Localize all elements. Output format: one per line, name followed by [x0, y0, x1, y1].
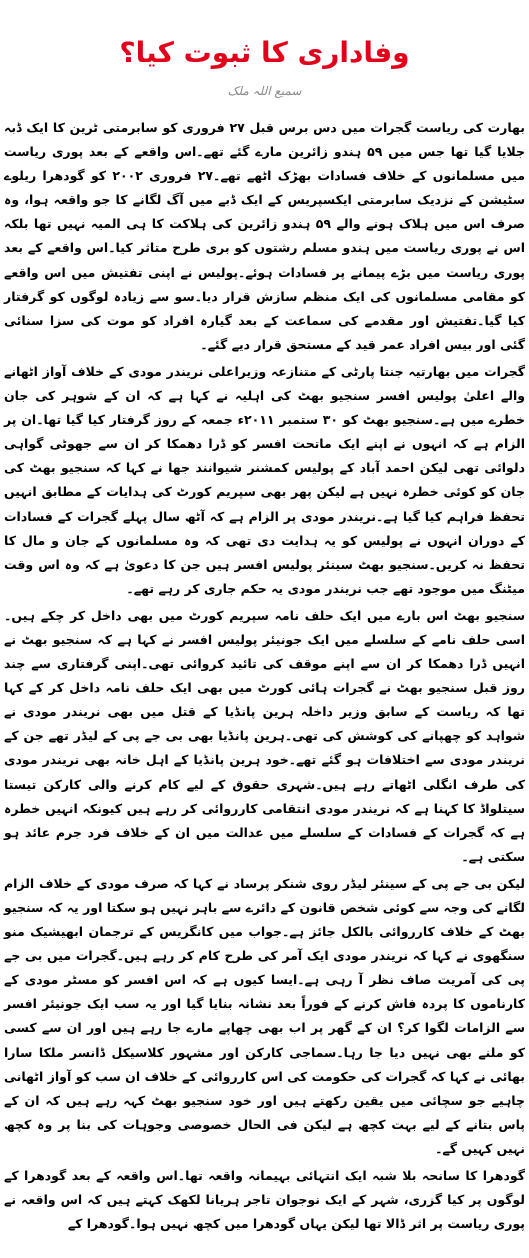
article-body: [4, 116, 525, 1239]
article-paragraph: بھارت کی ریاست گجرات میں دس برس قبل ۲۷ فروری کو سابرمتی ٹرین کا ایک ڈبہ جلایا گیا تھا جس میں ۵۹ ہندو زائرین مارے گئے تھے۔اس واقعے کے بعد پوری ریاست میں مسلمانوں کے خلاف فسادات بھڑک اٹھے تھے۔۲۷ فروری ۲۰۰۲ کو گودھرا ریلوے سٹیشن کے نزدیک سابرمتی ایکسپریس کے ایک ڈبے میں آگ لگانے کا جو واقعہ ہوا، وہ صرف اس میں ہلاک ہونے والے ۵۹ ہندو زائرین کی ہلاکت کا ہی المیہ نہیں تھا بلکہ اس نے پوری ریاست میں ہندو مسلم رشتوں کو بری طرح متاثر کیا۔اس واقعے کے بعد پوری ریاست میں بڑے پیمانے پر فسادات ہوئے۔پولیس نے اپنی تفتیش میں اس واقعے کو مقامی مسلمانوں کی ایک منظم سازش قرار دیا۔سو سے زیادہ لوگوں کو گرفتار کیا گیا۔تفتیش اور مقدمے کی سماعت کے بعد گیارہ افراد کو موت کی سزا سنائی گئی اور بیس افراد عمر قید کے مستحق قرار دیے گئے۔: [4, 120, 526, 352]
article-paragraph: لیکن بی جے پی کے سینئر لیڈر روی شنکر پرساد نے کہا کہ صرف مودی کے خلاف الزام لگانے کی وجہ سے کوئی شخص قانون کے دائرے سے باہر نہیں ہو سکتا اور یہ کہ سنجیو بھٹ کے خلاف کارروائی بالکل جائز ہے۔جواب میں کانگریس کے ترجمان ابھیشیک منو سنگھوی نے کہا کہ نریندر مودی ایک آمر کی طرح کام کر رہے ہیں۔گجرات میں بی جے پی کی آمریت صاف نظر آ رہی ہے۔ایسا کیوں ہے کہ اس افسر کو مسٹر مودی کے کارناموں کا پردہ فاش کرنے کے فوراً بعد نشانہ بنایا گیا اور یہ سب ایک جونیئر افسر سے الزامات لگوا کر؟ ان کے گھر پر اب بھی چھاپے مارے جا رہے ہیں اور ان سے کسی کو ملنے بھی نہیں دیا جا رہا۔سماجی کارکن اور مشہور کلاسیکل ڈانسر ملکا سارا بھائی نے کہا کہ گجرات کی حکومت کی اس کارروائی کے خلاف ان سب کو آواز اٹھانی چاہیے جو سچائی میں یقین رکھتے ہیں اور خود سنجیو بھٹ کہہ رہے ہیں کہ ان کے پاس بتانے کے لیے بہت کچھ ہے لیکن فی الحال خصوصی وجوہات کی بنا پر وہ کچھ نہیں کہیں گے۔: [4, 875, 525, 1156]
article-paragraph: گجرات میں بھارتیہ جنتا پارٹی کے متنازعہ وزیراعلی نریندر مودی کے خلاف آواز اٹھانے والے اعلیٰ پولیس افسر سنجیو بھٹ کی اہلیہ نے کہا ہے کہ ان کے شوہر کی جان خطرے میں ہے۔سنجیو بھٹ کو ۳۰ ستمبر ۲۰۱۱ء جمعہ کے روز گرفتار کیا گیا تھا۔ان پر الزام ہے کہ انہوں نے اپنے ایک ماتحت افسر کو ڈرا دھمکا کر ان سے جھوٹی گواہی دلوائی تھی لیکن احمد آباد کے پولیس کمشنر شیوانند جھا نے کہا کہ سنجیو بھٹ کی جان کو کوئی خطرہ نہیں ہے لیکن پھر بھی سپریم کورٹ کی ہدایات کے مطابق انہیں تحفظ فراہم کیا گیا ہے۔نریندر مودی پر الزام ہے کہ آٹھ سال پہلے گجرات کے فسادات کے دوران انہوں نے پولیس کو یہ ہدایت دی تھی کہ وہ مسلمانوں کے جان و مال کا تحفظ نہ کریں۔سنجیو بھٹ سینئر پولیس افسر ہیں جن کا دعویٰ ہے کہ وہ اس وقت میٹنگ میں موجود تھے جب نریندر مودی یہ حکم جاری کر رہے تھے۔: [4, 363, 526, 596]
article-paragraph: گودھرا کا سانحہ بلا شبہ ایک انتہائی بہیمانہ واقعہ تھا۔اس واقعہ کے بعد گودھرا کے لوگوں پر کیا گزری، شہر کے ایک نوجوان تاجر ہریانا لکھک کہتے ہیں کہ اس واقعہ نے پوری ریاست پر اثر ڈالا تھا لیکن یہاں گودھرا میں کچھ نہیں ہوا۔گودھرا کے: [4, 1168, 525, 1232]
article-title: وفاداری کا ثبوت کیا؟: [119, 35, 410, 69]
article-author: سمیع اللہ ملک: [227, 84, 302, 98]
article-paragraph: سنجیو بھٹ اس بارے میں ایک حلف نامہ سپریم کورٹ میں بھی داخل کر چکے ہیں۔اسی حلف نامے کے سلسلے میں ایک جونیئر پولیس افسر نے کہا ہے کہ سنجیو بھٹ نے انہیں ڈرا دھمکا کر ان سے اپنے موقف کی تائید کروائی تھی۔اپنی گرفتاری سے چند روز قبل سنجیو بھٹ نے گجرات ہائی کورٹ میں بھی ایک حلف نامہ داخل کر کے کہا تھا کہ ریاست کے سابق وزیر داخلہ ہرین پانڈیا کے قتل میں بھی نریندر مودی نے شواہد کو چھپانے کی کوشش کی تھی۔ہرین پانڈیا بھی بی جے پی کے لیڈر تھے جن کے نریندر مودی سے اختلافات ہو گئے تھے۔خود ہرین پانڈیا کے اہل خانہ بھی نریندر مودی کی طرف انگلی اٹھاتے رہے ہیں۔شہری حقوق کے لیے کام کرنے والی کارکن تیستا سیتلواڈ کا کہنا ہے کہ نریندر مودی انتقامی کارروائی کر رہے ہیں کیونکہ انہیں خطرہ ہے کہ گجرات کے فسادات کے سلسلے میں عدالت میں ان کے خلاف فرد جرم عائد ہو سکتی ہے۔: [4, 607, 525, 864]
